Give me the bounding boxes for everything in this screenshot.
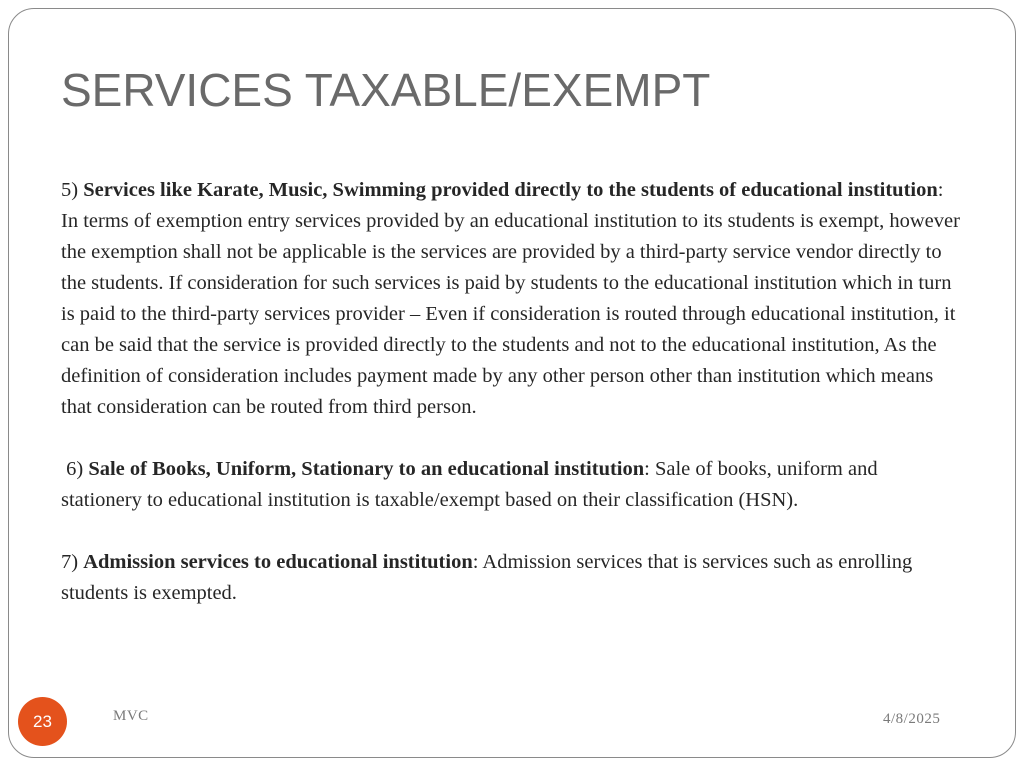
item-7-heading: Admission services to educational institution bbox=[83, 551, 473, 573]
footer-label: MVC bbox=[113, 708, 149, 724]
item-7-text: : Admission services that is services such as enrolling students is exempted. bbox=[61, 551, 913, 604]
item-5-heading: Services like Karate, Music, Swimming provided directly to the students of educational institution bbox=[83, 179, 938, 201]
item-5 bbox=[61, 175, 961, 423]
page-number: 23 bbox=[33, 711, 52, 731]
paragraph-spacer bbox=[61, 516, 961, 547]
footer-date: 4/8/2025 bbox=[883, 711, 941, 727]
item-6-text: : Sale of books, uniform and stationery to educational institution is taxable/exempt based on their classification (HSN). bbox=[61, 458, 878, 511]
page-number-badge bbox=[18, 697, 67, 746]
item-7 bbox=[61, 547, 961, 609]
paragraph-spacer bbox=[61, 423, 961, 454]
slide-body bbox=[61, 175, 961, 609]
item-6-heading: Sale of Books, Uniform, Stationary to an educational institution bbox=[88, 458, 645, 480]
item-7-number: 7) bbox=[61, 551, 84, 573]
item-6 bbox=[61, 454, 961, 516]
slide-title: SERVICES TAXABLE/EXEMPT bbox=[61, 64, 711, 116]
item-5-text: : In terms of exemption entry services provided by an educational institution to its students is exempt, however the exemption shall not be applicable is the services are provided by a third-party service vendor directly to the students. If consideration for such services is paid by students to the educational institution which in turn is paid to the third-party services provider – Even if consideration is routed through educational institution, it can be said that the service is provided directly to the students and not to the educational institution, As the definition of consideration includes payment made by any other person other than institution which means that consideration can be routed from third person. bbox=[61, 179, 960, 418]
item-5-number: 5) bbox=[61, 179, 84, 201]
item-6-number: 6) bbox=[61, 458, 89, 480]
